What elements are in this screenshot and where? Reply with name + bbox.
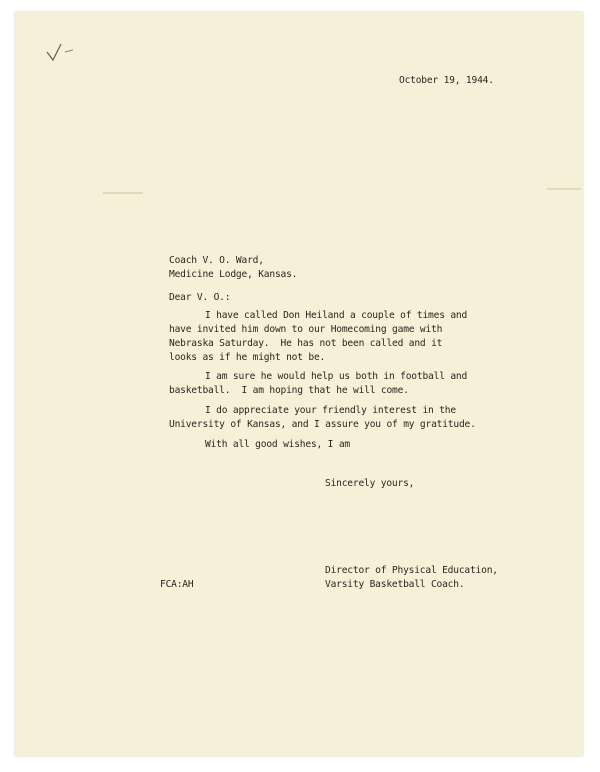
signature-title: Director of Physical Education, [325,565,498,576]
body-line: have invited him down to our Homecoming game with [169,324,443,335]
fold-line [547,188,581,190]
letter-date: October 19, 1944. [399,75,494,86]
body-line: looks as if he might not be. [169,352,326,363]
typist-initials: FCA:AH [160,579,194,590]
body-line: basketball. I am hoping that he will come. [169,385,409,396]
body-line: I am sure he would help us both in football and [205,371,468,382]
fold-line [103,192,143,194]
body-line: I have called Don Heiland a couple of times and [205,310,468,321]
body-line: Nebraska Saturday. He has not been called and it [169,338,443,349]
closing: Sincerely yours, [325,478,415,489]
recipient-name: Coach V. O. Ward, [169,255,264,266]
letter-page [15,12,583,756]
body-line: With all good wishes, I am [205,439,350,450]
recipient-address: Medicine Lodge, Kansas. [169,269,298,280]
signature-title: Varsity Basketball Coach. [325,579,465,590]
salutation: Dear V. O.: [169,292,231,303]
pencil-check-mark [43,40,83,70]
body-line: University of Kansas, and I assure you of my gratitude. [169,419,476,430]
body-line: I do appreciate your friendly interest in the [205,405,456,416]
